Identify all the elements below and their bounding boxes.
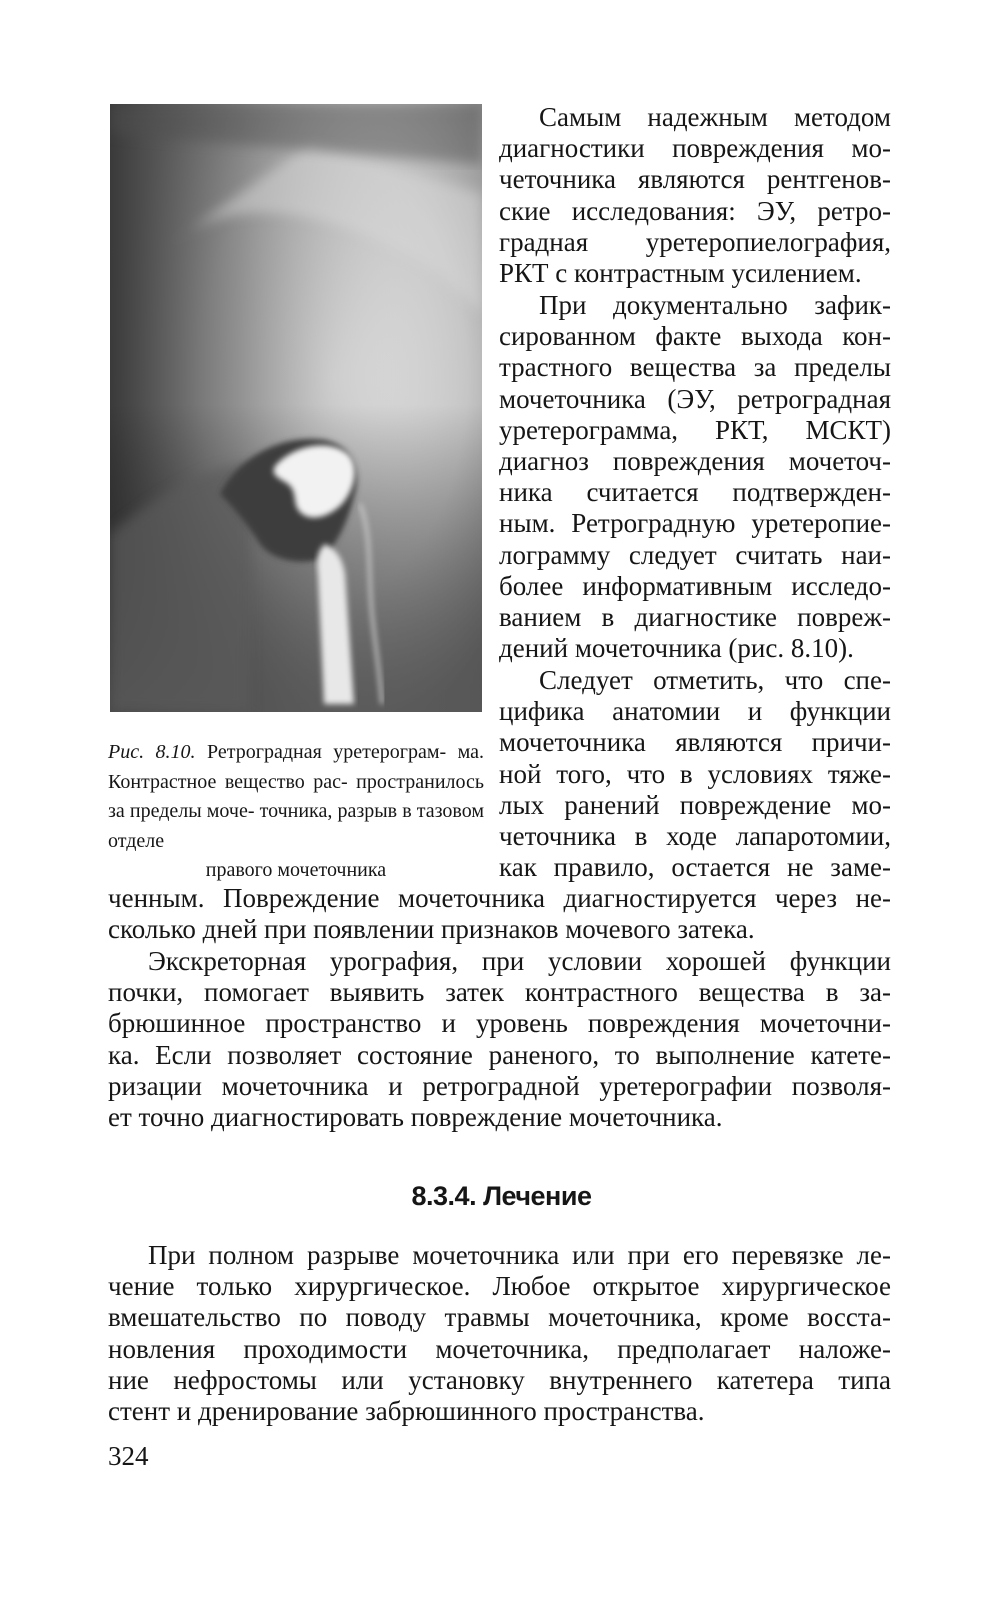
- text-line: ванием в диагностике повреж-: [499, 602, 891, 633]
- paragraph-1: [499, 102, 891, 289]
- text-line: цифика анатомии и функции: [499, 696, 891, 727]
- text-line: градная уретеропиелография,: [499, 226, 891, 257]
- text-line: лограмму следует считать наи-: [499, 539, 891, 570]
- text-line: сколько дней при появлении признаков мочевого затека.: [108, 914, 755, 945]
- caption-line: правого мочеточника: [205, 859, 387, 881]
- figure-caption: [108, 738, 484, 886]
- text-line: ченным. Повреждение мочеточника диагностируется через не-: [108, 883, 891, 913]
- text-line: сированном факте выхода кон-: [499, 321, 891, 352]
- text-line: При документально зафик-: [539, 290, 891, 320]
- caption-line: пространилось за пределы моче-: [108, 770, 484, 822]
- text-line: При полном разрыве мочеточника или при его перевязке ле-: [148, 1240, 891, 1270]
- text-line: мочеточника являются причи-: [499, 727, 891, 758]
- text-line: лых ранений повреждение мо-: [499, 789, 891, 820]
- text-line: Следует отметить, что спе-: [539, 665, 891, 695]
- text-line: диагностики повреждения мо-: [499, 133, 891, 164]
- text-line: Экскреторная урография, при условии хорошей функции: [148, 946, 891, 976]
- text-line: стент и дренирование забрюшинного пространства.: [108, 1396, 705, 1427]
- text-line: четочника являются рентгенов-: [499, 164, 891, 195]
- caption-line: ма. Контрастное вещество рас-: [108, 741, 485, 793]
- text-line: ет точно диагностировать повреждение мочеточника.: [108, 1102, 723, 1133]
- text-line: трастного вещества за пределы: [499, 352, 891, 383]
- text-line: почки, помогает выявить затек контрастного вещества в за-: [108, 977, 891, 1008]
- text-line: ка. Если позволяет состояние раненого, то выполнение катете-: [108, 1039, 891, 1070]
- retrograde-ureterogram-image: [110, 104, 482, 712]
- text-line: брюшинное пространство и уровень повреждения мочеточни-: [108, 1008, 891, 1039]
- text-line: вмешательство по поводу травмы мочеточника, кроме восста-: [108, 1302, 891, 1333]
- text-line: новления проходимости мочеточника, предполагает наложе-: [108, 1333, 891, 1364]
- text-line: ние нефростомы или установку внутреннего катетера типа: [108, 1364, 891, 1395]
- caption-line: Ретроградная уретерограм-: [207, 741, 447, 763]
- text-line: более информативным исследо-: [499, 570, 891, 601]
- text-line: мочеточника (ЭУ, ретроградная: [499, 383, 891, 414]
- text-line: дений мочеточника (рис. 8.10).: [499, 633, 854, 664]
- paragraph-2: [499, 290, 891, 664]
- paragraph-4: [108, 946, 891, 1133]
- paragraph-3-full: [108, 883, 891, 945]
- text-line: уретерограмма, РКТ, МСКТ): [499, 414, 891, 445]
- paragraph-5: [108, 1240, 891, 1427]
- page-number: 324: [108, 1441, 149, 1471]
- caption-line: точника, разрыв в тазовом отделе: [108, 800, 484, 852]
- text-line: чение только хирургическое. Любое открытое хирургическое: [108, 1271, 891, 1302]
- text-line: диагноз повреждения мочеточ-: [499, 446, 891, 477]
- text-line: ские исследования: ЭУ, ретро-: [499, 195, 891, 226]
- caption-label: Рис. 8.10.: [108, 741, 196, 763]
- text-line: Самым надежным методом: [539, 102, 891, 132]
- text-line: как правило, остается не заме-: [499, 852, 891, 883]
- text-line: РКТ с контрастным усилением.: [499, 258, 862, 289]
- text-line: четочника в ходе лапаротомии,: [499, 821, 891, 852]
- text-line: ризации мочеточника и ретроградной уретерографии позволя-: [108, 1070, 891, 1101]
- paragraph-3-column: [499, 665, 891, 883]
- section-heading: 8.3.4. Лечение: [411, 1181, 592, 1211]
- text-line: ной того, что в условиях тяже-: [499, 758, 891, 789]
- text-line: ника считается подтвержден-: [499, 477, 891, 508]
- text-line: ным. Ретроградную уретеропие-: [499, 508, 891, 539]
